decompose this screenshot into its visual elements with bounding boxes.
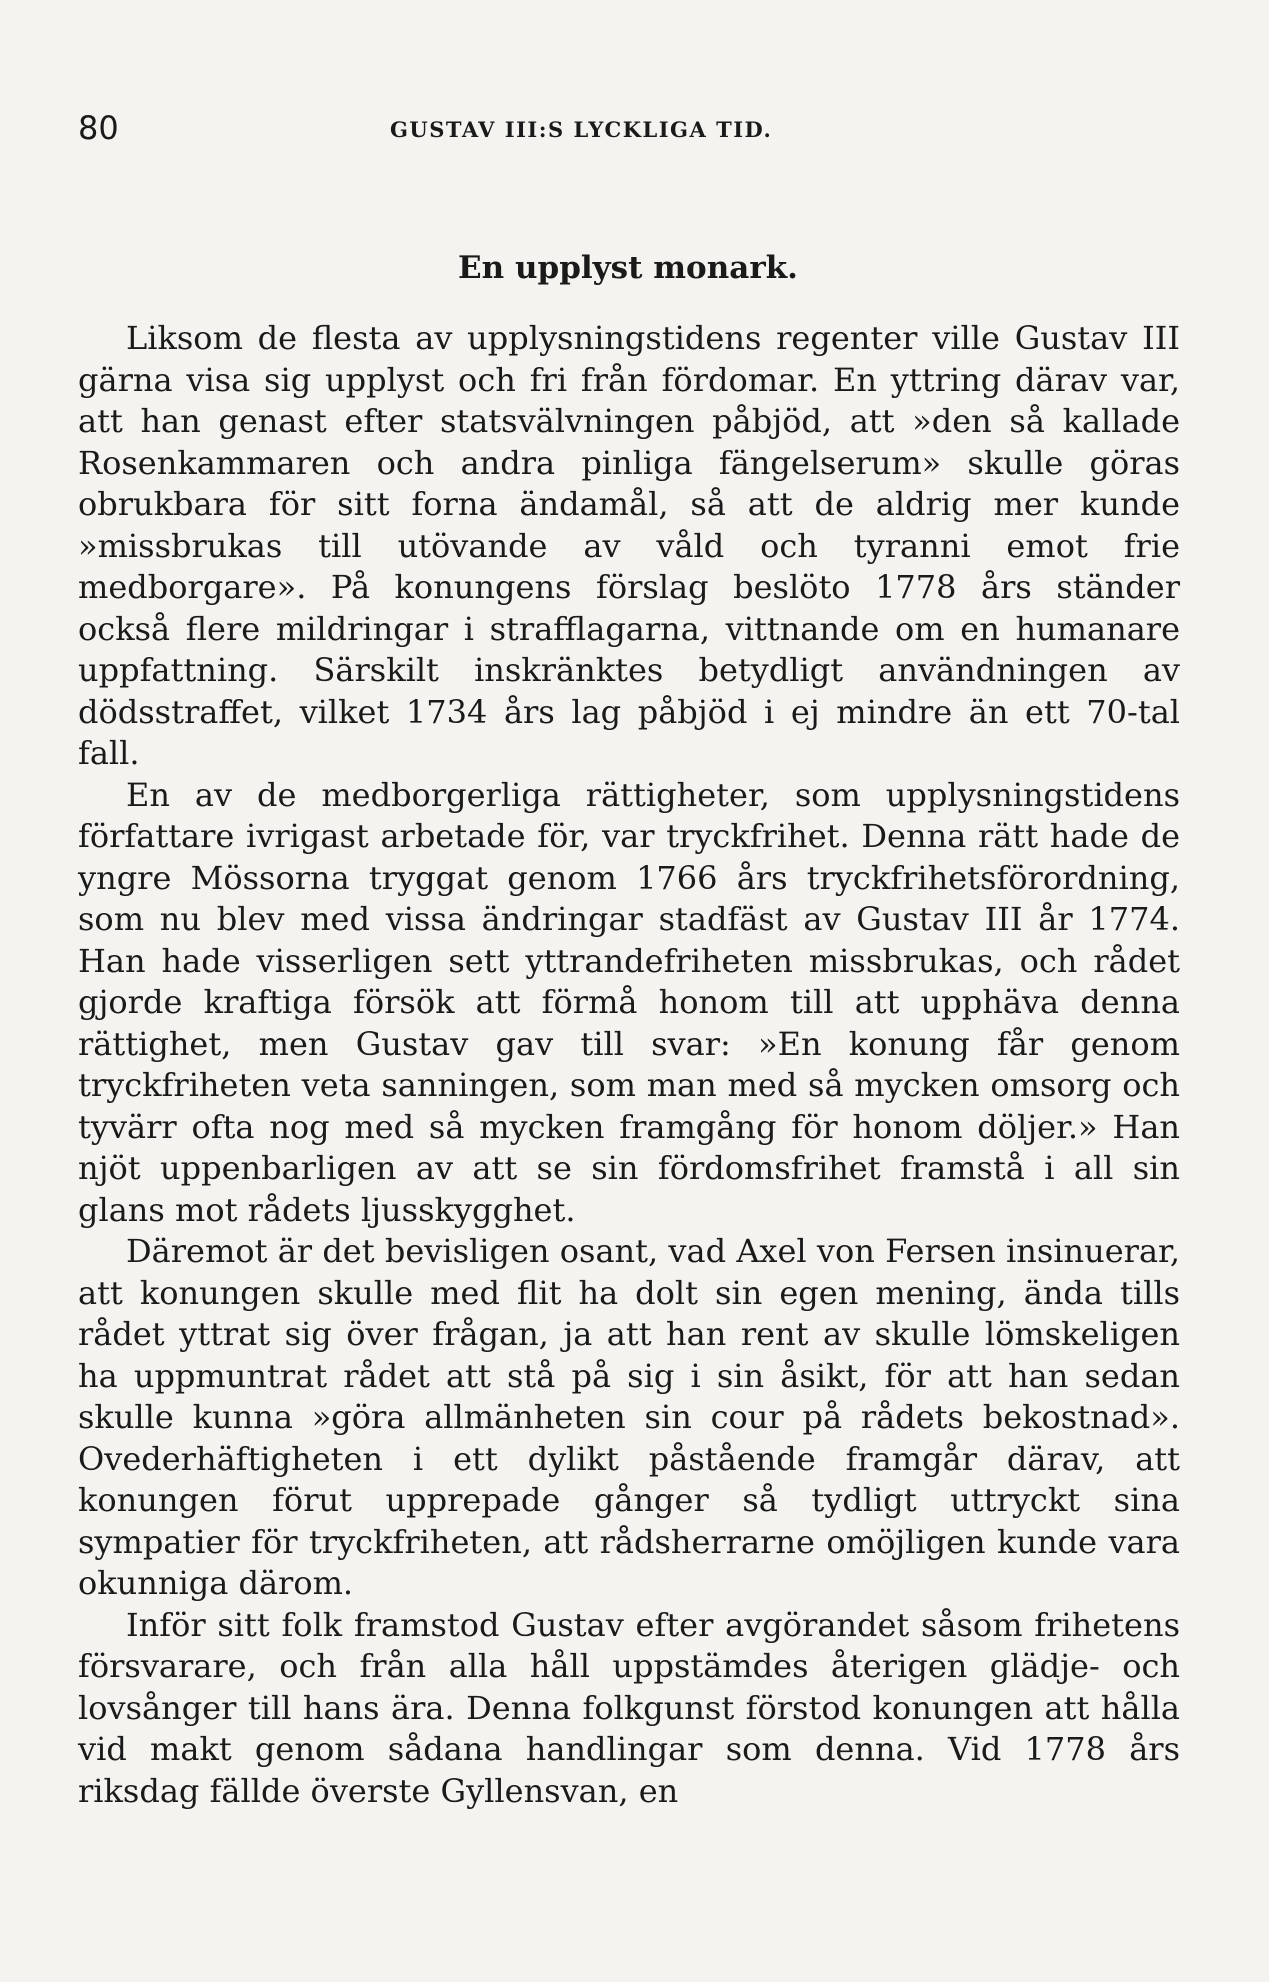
paragraph: Liksom de flesta av upplysningstidens regenter ville Gustav III gärna visa sig upplyst och fri från fördomar. En yttring därav var, att han genast efter statsvälvningen påbjöd, att »den så kallade Rosenkammaren och andra pinliga fängelserum» skulle göras obrukbara för sitt forna ändamål, så att de aldrig mer kunde »missbrukas till utövande av våld och tyranni emot frie medborgare». På konungens förslag beslöto 1778 års ständer också flere mildringar i strafflagarna, vittnande om en humanare uppfattning. Särskilt inskränktes betydligt användningen av dödsstraffet, vilket 1734 års lag påbjöd i ej mindre än ett 70-tal fall. xyxy=(78,319,1180,772)
running-title: GUSTAV III:S LYCKLIGA TID. xyxy=(390,117,773,142)
paragraph: Inför sitt folk framstod Gustav efter avgörandet såsom frihetens försvarare, och från alla håll uppstämdes återigen glädje- och lovsånger till hans ära. Denna folkgunst förstod konungen att hålla vid makt genom sådana handlingar som denna. Vid 1778 års riksdag fällde överste Gyllensvan, en xyxy=(78,1605,1180,1810)
section-heading: En upplyst monark. xyxy=(458,250,798,286)
paragraph: Däremot är det bevisligen osant, vad Axel von Fersen insinuerar, att konungen skulle med flit ha dolt sin egen mening, ända tills rådet yttrat sig över frågan, ja att han rent av skulle lömskeligen ha uppmuntrat rådet att stå på sig i sin åsikt, för att han sedan skulle kunna »göra allmänheten sin cour på rådets bekostnad». Ovederhäftigheten i ett dylikt påstående framgår därav, att konungen förut upprepade gånger så tydligt uttryckt sina sympatier för tryckfriheten, att rådsherrarne omöjligen kunde vara okunniga därom. xyxy=(78,1232,1180,1602)
page-number: 80 xyxy=(78,109,119,147)
body-text xyxy=(78,318,1180,1812)
paragraph: En av de medborgerliga rättigheter, som upplysningstidens författare ivrigast arbetade för, var tryckfrihet. Denna rätt hade de yngre Mössorna tryggat genom 1766 års tryckfrihetsförordning, som nu blev med vissa ändringar stadfäst av Gustav III år 1774. Han hade visserligen sett yttrandefriheten missbrukas, och rådet gjorde kraftiga försök att förmå honom till att upphäva denna rättighet, men Gustav gav till svar: »En konung får genom tryckfriheten veta sanningen, som man med så mycken omsorg och tyvärr ofta nog med så mycken framgång för honom döljer.» Han njöt uppenbarligen av att se sin fördomsfrihet framstå i all sin glans mot rådets ljusskygghet. xyxy=(78,775,1180,1229)
page-header xyxy=(78,108,1178,148)
